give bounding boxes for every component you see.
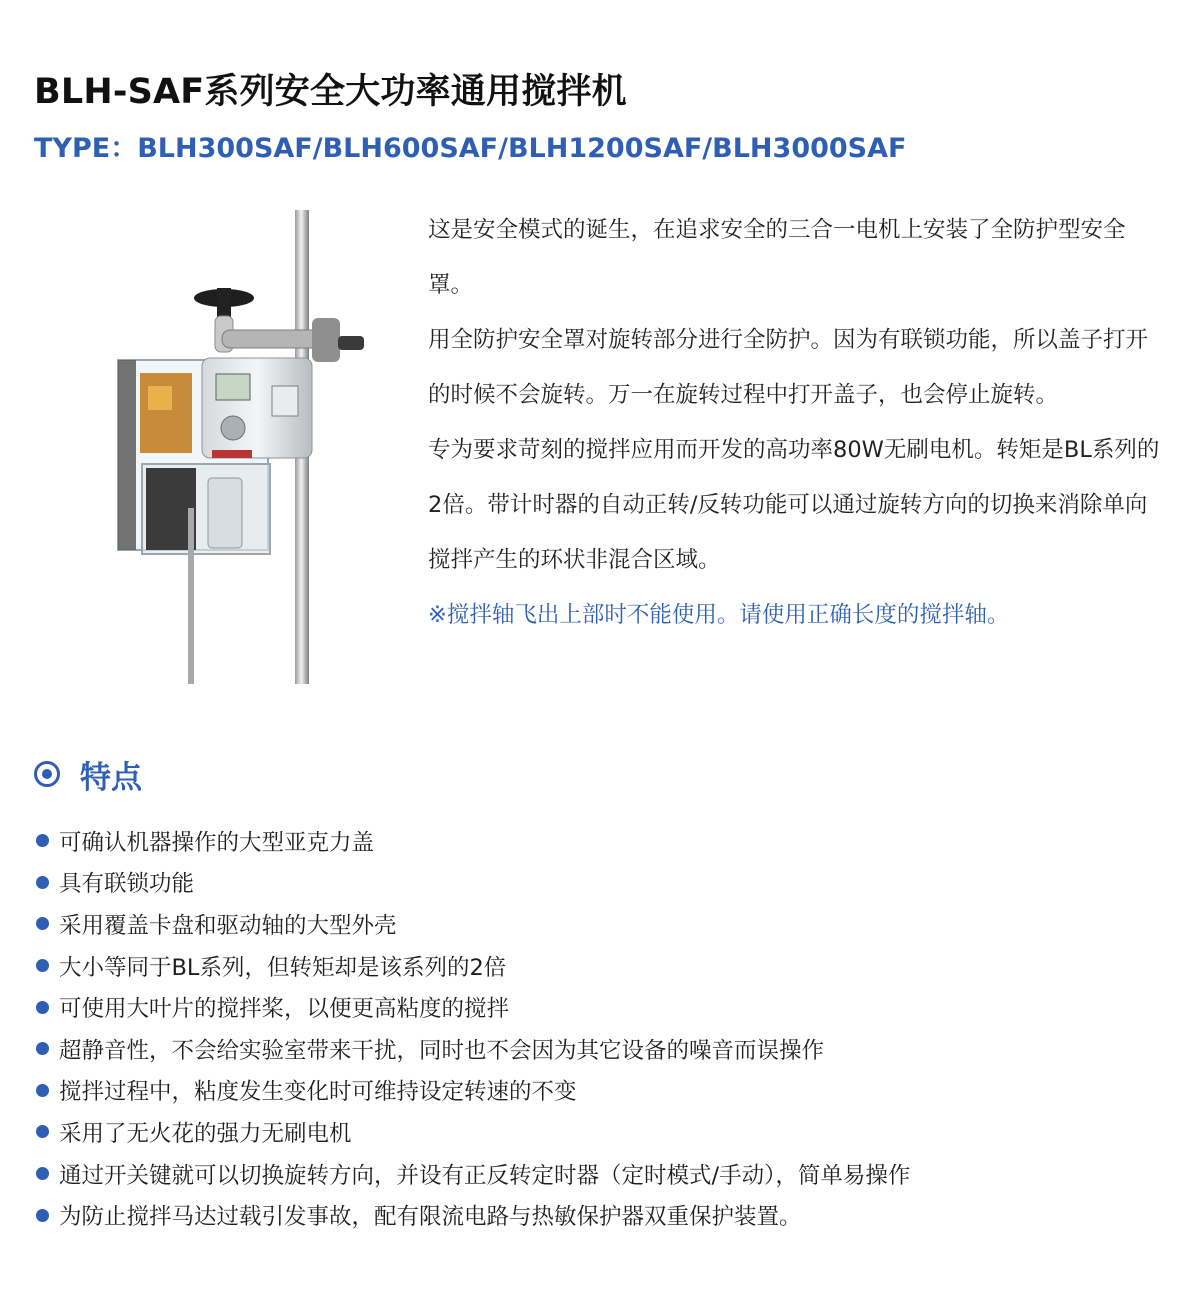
feature-item: 为防止搅拌马达过载引发事故，配有限流电路与热敏保护器双重保护装置。: [36, 1194, 1166, 1236]
product-image: [112, 208, 392, 686]
features-title: 特点: [80, 759, 142, 796]
description: [428, 203, 1168, 643]
bullet-icon: [36, 959, 49, 972]
bullet-icon: [36, 1209, 49, 1222]
usage-note: ※搅拌轴飞出上部时不能使用。请使用正确长度的搅拌轴。: [428, 602, 1010, 628]
description-paragraph-1: 这是安全模式的诞生，在追求安全的三合一电机上安装了全防护型安全罩。: [428, 217, 1126, 298]
page-title: BLH-SAF系列安全大功率通用搅拌机: [34, 72, 627, 112]
bullet-icon: [36, 876, 49, 889]
feature-item: 采用覆盖卡盘和驱动轴的大型外壳: [36, 903, 1166, 945]
bullet-icon: [36, 917, 49, 930]
feature-item: 可确认机器操作的大型亚克力盖: [36, 820, 1166, 862]
bullet-icon: [36, 1042, 49, 1055]
description-paragraph-2: 用全防护安全罩对旋转部分进行全防护。因为有联锁功能，所以盖子打开的时候不会旋转。万一在旋转过程中打开盖子，也会停止旋转。: [428, 327, 1149, 408]
feature-item: 可使用大叶片的搅拌桨，以便更高粘度的搅拌: [36, 986, 1166, 1028]
feature-item: 通过开关键就可以切换旋转方向，并设有正反转定时器（定时模式/手动），简单易操作: [36, 1153, 1166, 1195]
feature-item: 大小等同于BL系列，但转矩却是该系列的2倍: [36, 945, 1166, 987]
model-type-line: TYPE：BLH300SAF/BLH600SAF/BLH1200SAF/BLH3000SAF: [34, 133, 907, 164]
feature-item: 采用了无火花的强力无刷电机: [36, 1111, 1166, 1153]
feature-item: 具有联锁功能: [36, 862, 1166, 904]
feature-item: 超静音性，不会给实验室带来干扰，同时也不会因为其它设备的噪音而误操作: [36, 1028, 1166, 1070]
bullet-icon: [36, 1167, 49, 1180]
bullet-icon: [36, 1084, 49, 1097]
features-list: [36, 820, 1166, 1236]
feature-item: 搅拌过程中，粘度发生变化时可维持设定转速的不变: [36, 1070, 1166, 1112]
bullet-icon: [36, 834, 49, 847]
description-paragraph-3: 专为要求苛刻的搅拌应用而开发的高功率80W无刷电机。转矩是BL系列的2倍。带计时器的自动正转/反转功能可以通过旋转方向的切换来消除单向搅拌产生的环状非混合区域。: [428, 437, 1160, 573]
target-icon: [34, 761, 60, 787]
bullet-icon: [36, 1001, 49, 1014]
bullet-icon: [36, 1125, 49, 1138]
features-heading: [34, 752, 142, 796]
